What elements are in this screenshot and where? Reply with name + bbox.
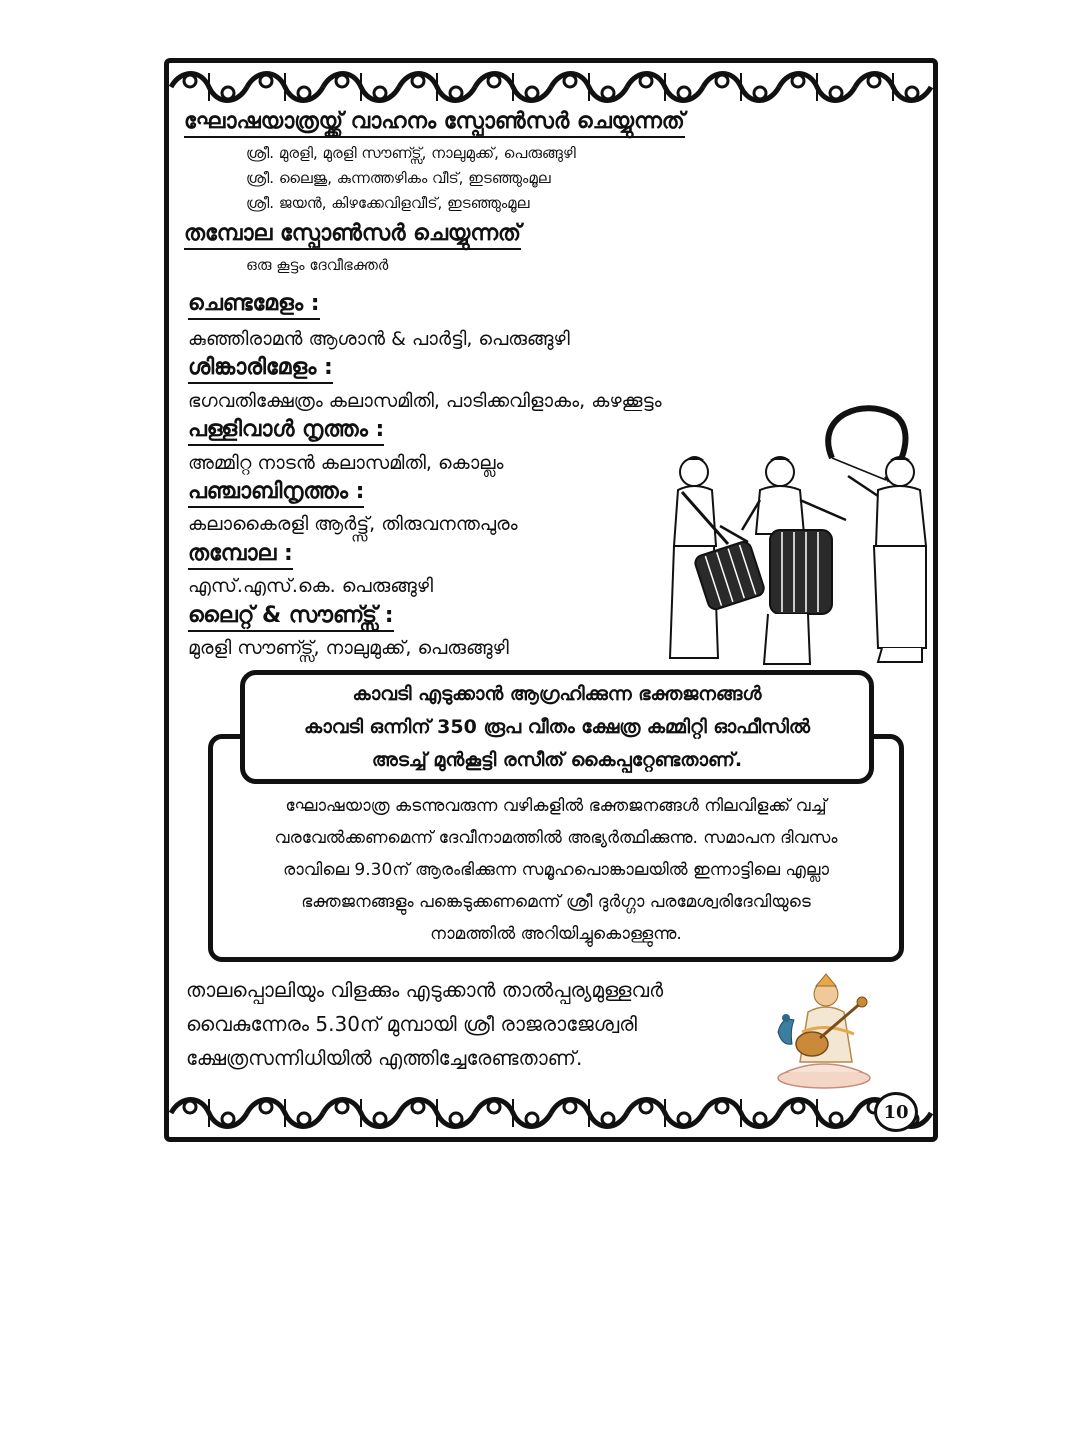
program-detail-chendamelam: കുഞ്ഞിരാമൻ ആശാൻ & പാർട്ടി, പെരുങ്ങുഴി (188, 328, 570, 350)
program-detail-singarimelam: ഭഗവതിക്ഷേത്രം കലാസമിതി, പാടിക്കവിളാകം, കഴക്കൂട്ടം (188, 390, 662, 412)
procession-notice-text (222, 790, 890, 950)
program-title-chendamelam: ചെണ്ടമേളം : (188, 290, 320, 320)
page-number: 10 (883, 1101, 909, 1123)
program-title-light-sounds: ലൈറ്റ് & സൗണ്ട്സ് : (188, 602, 394, 632)
top-ornamental-border (169, 65, 933, 109)
vehicle-sponsor-heading: ഘോഷയാത്രയ്ക്ക് വാഹനം സ്പോൺസർ ചെയ്യുന്നത് (184, 108, 685, 138)
thambola-sponsor-line-1: ഒരു കൂട്ടം ദേവീഭക്തർ (246, 256, 389, 274)
kavadi-highlight-line-1: കാവടി എടുക്കാൻ ആഗ്രഹിക്കുന്ന ഭക്തജനങ്ങൾ (352, 682, 762, 705)
notice-body-line-3: രാവിലെ 9.30ന് ആരംഭിക്കുന്ന സമൂഹപൊങ്കാലയിൽ ഇന്നാട്ടിലെ എല്ലാ (282, 860, 830, 880)
page-number-badge (874, 1092, 918, 1132)
vehicle-sponsor-line-2: ശ്രീ. ലൈജു, കുന്നത്തഴികം വീട്, ഇടഞ്ഞുംമൂല (246, 169, 551, 187)
bottom-ornamental-border (169, 1091, 933, 1135)
program-title-panchabi-nritham: പഞ്ചാബിനൃത്തം : (188, 478, 364, 508)
thambola-sponsor-heading: തമ്പോല സ്പോൺസർ ചെയ്യുന്നത് (184, 220, 521, 250)
notice-body-line-2: വരവേൽക്കണമെന്ന് ദേവീനാമത്തിൽ അഭ്യർത്ഥിക്കുന്നു. സമാപന ദിവസം (274, 828, 838, 848)
saraswati-illustration (772, 972, 876, 1090)
kavadi-highlight-box (240, 670, 874, 784)
vehicle-sponsor-line-1: ശ്രീ. മുരളി, മുരളി സൗണ്ട്സ്, നാലുമുക്ക്, പെരുങ്ങുഴി (246, 144, 576, 162)
program-detail-pallival-nritham: അമ്മിറ്റ നാടൻ കലാസമിതി, കൊല്ലം (188, 452, 504, 474)
program-detail-light-sounds: മുരളി സൗണ്ട്സ്, നാലുമുക്ക്, പെരുങ്ങുഴി (188, 637, 509, 659)
program-title-singarimelam: ശിങ്കാരിമേളം : (188, 354, 333, 384)
notice-body-line-5: നാമത്തിൽ അറിയിച്ചുകൊള്ളുന്നു. (430, 924, 682, 944)
program-detail-panchabi-nritham: കലാകൈരളി ആർട്ട്സ്, തിരുവനന്തപുരം (188, 513, 518, 535)
notice-body-line-1: ഘോഷയാത്ര കടന്നുവരുന്ന വഴികളിൽ ഭക്തജനങ്ങൾ നിലവിളക്ക് വച്ച് (285, 796, 827, 816)
kavadi-highlight-line-2: കാവടി ഒന്നിന് 350 രൂപ വീതം ക്ഷേത്ര കമ്മിറ്റി ഓഫീസിൽ (303, 715, 811, 738)
vehicle-sponsor-line-3: ശ്രീ. ജയൻ, കിഴക്കേവിളവീട്, ഇടഞ്ഞുംമൂല (246, 194, 530, 212)
drummers-illustration (664, 396, 928, 668)
closing-line-1: താലപ്പൊലിയും വിളക്കും എടുക്കാൻ താൽപ്പര്യമുള്ളവർ (186, 978, 664, 1002)
notice-body-line-4: ഭക്തജനങ്ങളും പങ്കെടുക്കണമെന്ന് ശ്രീ ദുർഗ്ഗാ പരമേശ്വരിദേവിയുടെ (301, 892, 811, 912)
kavadi-highlight-line-3: അടച്ച് മുൻകൂട്ടി രസീത് കൈപ്പറ്റേണ്ടതാണ്. (371, 748, 743, 771)
closing-line-2: വൈകുന്നേരം 5.30ന് മുമ്പായി ശ്രീ രാജരാജേശ്വരി (186, 1012, 638, 1036)
closing-line-3: ക്ഷേത്രസന്നിധിയിൽ എത്തിച്ചേരേണ്ടതാണ്. (186, 1046, 583, 1070)
program-title-thambola: തമ്പോല : (188, 540, 293, 570)
program-detail-thambola: എസ്.എസ്.കെ. പെരുങ്ങുഴി (188, 575, 433, 597)
program-title-pallival-nritham: പള്ളിവാൾ നൃത്തം : (188, 416, 384, 446)
